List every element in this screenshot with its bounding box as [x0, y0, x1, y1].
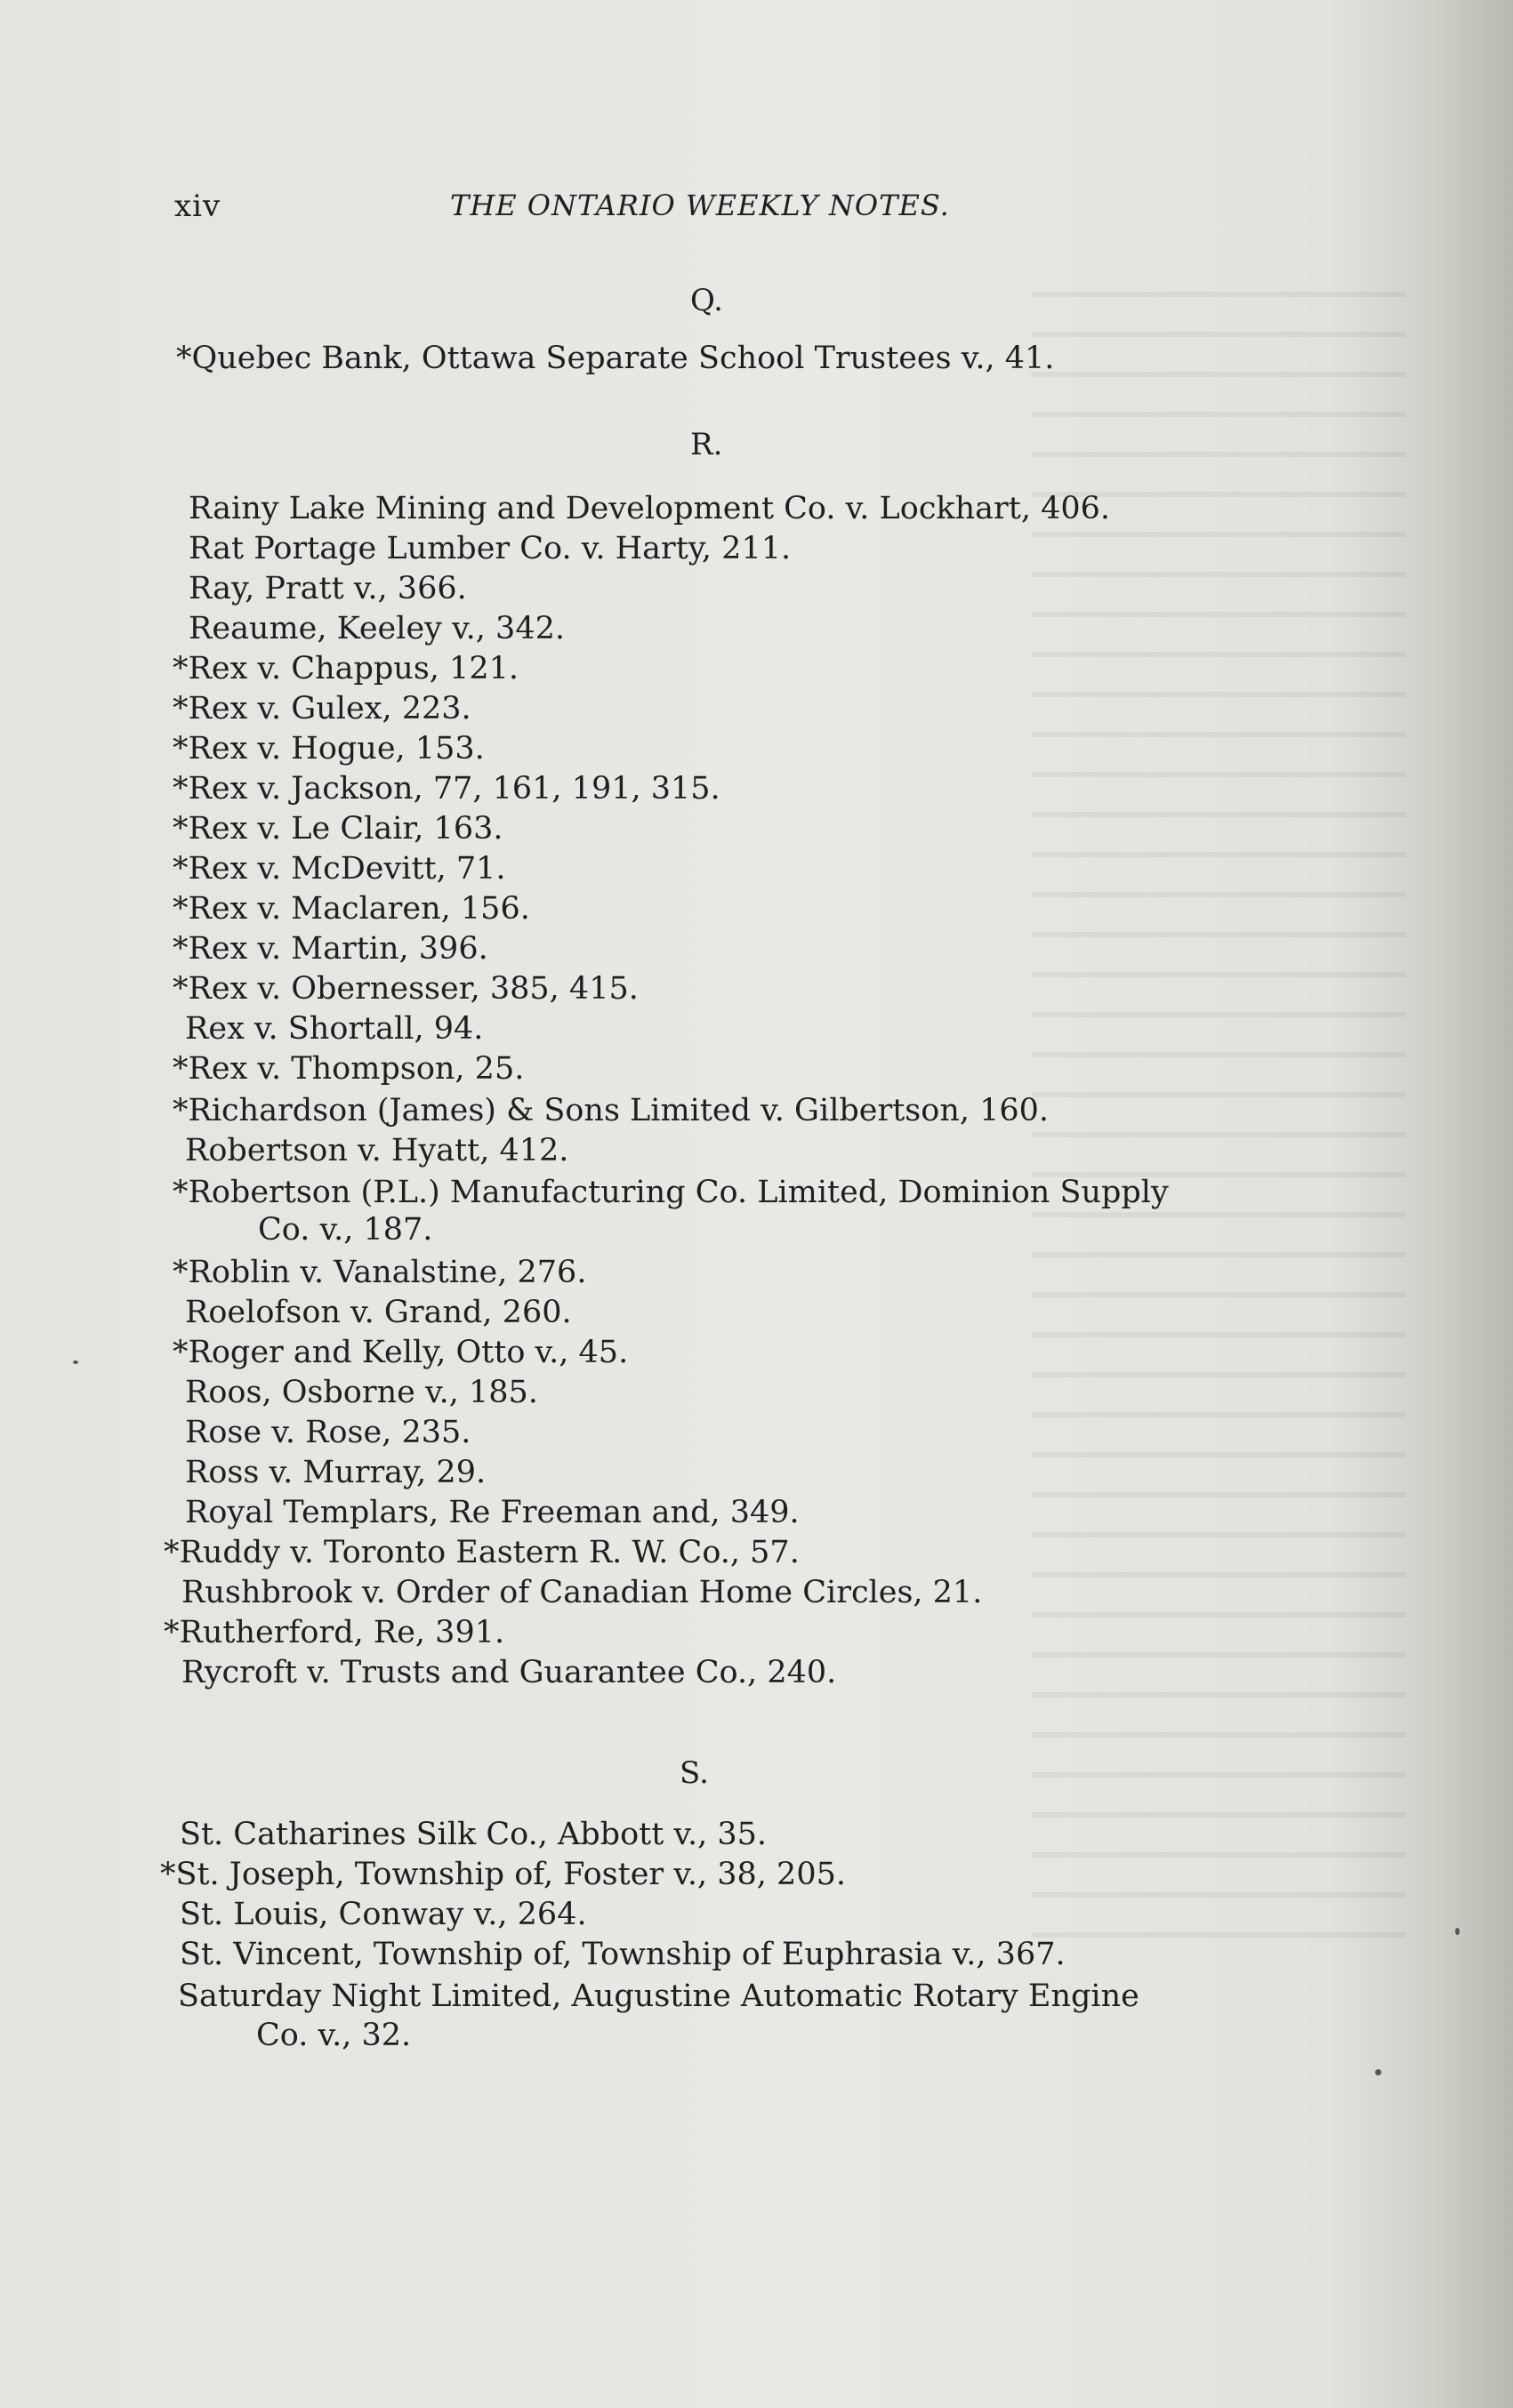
index-entry: *Roger and Kelly, Otto v., 45.	[173, 1335, 629, 1370]
index-entry: St. Catharines Silk Co., Abbott v., 35.	[180, 1817, 768, 1852]
index-entry: *Rex v. Thompson, 25.	[173, 1051, 525, 1087]
index-entry: Rose v. Rose, 235.	[185, 1415, 471, 1450]
index-entry: *Rex v. Martin, 396.	[173, 931, 488, 967]
index-entry: *Robertson (P.L.) Manufacturing Co. Limited, Dominion Supply	[173, 1175, 1169, 1210]
index-entry: *Rutherford, Re, 391.	[164, 1615, 505, 1650]
index-entry: *Richardson (James) & Sons Limited v. Gilbertson, 160.	[173, 1093, 1050, 1128]
index-entry: Royal Templars, Re Freeman and, 349.	[185, 1495, 800, 1530]
index-entry: *Rex v. Chappus, 121.	[173, 651, 519, 686]
paper-speck	[1375, 2069, 1381, 2075]
index-entry: Roelofson v. Grand, 260.	[185, 1295, 572, 1330]
index-entry: *St. Joseph, Township of, Foster v., 38, 205.	[160, 1857, 846, 1892]
index-entry: Rushbrook v. Order of Canadian Home Circles, 21.	[181, 1575, 983, 1610]
index-entry: *Rex v. Jackson, 77, 161, 191, 315.	[173, 771, 720, 807]
index-entry: Roos, Osborne v., 185.	[185, 1375, 538, 1410]
running-title: THE ONTARIO WEEKLY NOTES.	[450, 189, 950, 222]
paper-speck	[1455, 1928, 1460, 1935]
index-entry: *Quebec Bank, Ottawa Separate School Trustees v., 41.	[176, 341, 1055, 376]
index-entry: *Rex v. Maclaren, 156.	[173, 891, 530, 927]
index-entry: *Rex v. Le Clair, 163.	[173, 811, 503, 847]
index-entry: St. Vincent, Township of, Township of Euphrasia v., 367.	[180, 1937, 1066, 1972]
index-entry-continuation: Co. v., 32.	[256, 2018, 412, 2053]
index-entry: Reaume, Keeley v., 342.	[189, 611, 565, 646]
index-entry: Ray, Pratt v., 366.	[189, 571, 467, 606]
index-entry: Rainy Lake Mining and Development Co. v. Lockhart, 406.	[189, 491, 1111, 526]
paper-speck	[73, 1361, 78, 1364]
index-entry: Ross v. Murray, 29.	[185, 1455, 487, 1490]
page-header	[174, 189, 1259, 233]
section-letter-r: R.	[690, 427, 723, 462]
section-letter-q: Q.	[690, 283, 723, 318]
index-entry: *Roblin v. Vanalstine, 276.	[173, 1255, 587, 1290]
index-entry: St. Louis, Conway v., 264.	[180, 1897, 587, 1932]
index-entry: *Rex v. Gulex, 223.	[173, 691, 471, 726]
index-entry: *Ruddy v. Toronto Eastern R. W. Co., 57.	[164, 1535, 800, 1570]
index-entry: Rat Portage Lumber Co. v. Harty, 211.	[189, 531, 792, 566]
index-entry-continuation: Co. v., 187.	[258, 1212, 433, 1248]
index-entry: Rex v. Shortall, 94.	[185, 1011, 484, 1047]
index-entry: Robertson v. Hyatt, 412.	[185, 1133, 569, 1168]
index-entry: Saturday Night Limited, Augustine Automatic Rotary Engine	[178, 1979, 1139, 2014]
section-letter-s: S.	[680, 1755, 709, 1791]
page-folio: xiv	[174, 189, 221, 224]
index-entry: *Rex v. Obernesser, 385, 415.	[173, 971, 639, 1007]
index-entry: Rycroft v. Trusts and Guarantee Co., 240.	[181, 1655, 837, 1690]
index-entry: *Rex v. Hogue, 153.	[173, 731, 485, 767]
index-entry: *Rex v. McDevitt, 71.	[173, 851, 506, 887]
